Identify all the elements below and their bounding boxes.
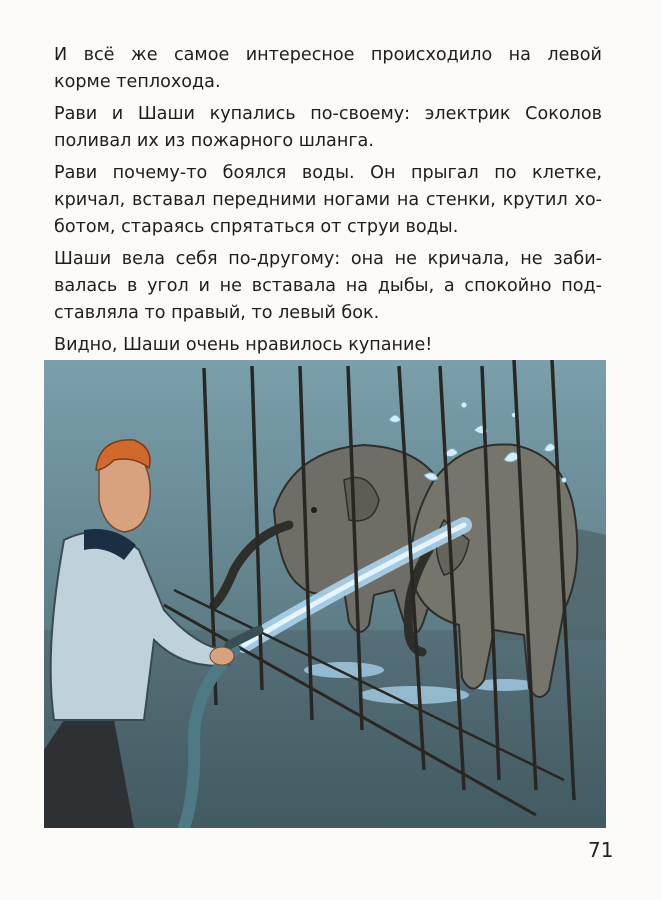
text-line: ставляла то правый, то левый бок. [54,303,380,323]
text-line: Шаши вела себя по-другому: она не кричала, не заби- [54,249,602,269]
story-text [54,42,602,364]
text-line: Рави и Шаши купались по-своему: электрик Соколов [54,104,602,124]
text-line: И всё же самое интересное происходило на левой [54,45,602,65]
paragraph-2 [54,101,602,155]
paragraph-1 [54,42,602,96]
text-line: кричал, вставал передними ногами на стенки, крутил хо- [54,190,602,210]
text-line: Рави почему-то боялся воды. Он прыгал по клетке, [54,163,602,183]
illustration-elephants-bathing [44,360,606,828]
paragraph-3 [54,160,602,241]
page-number: 71 [588,838,614,862]
text-line: корме теплохода. [54,72,221,92]
text-line: ботом, стараясь спрятаться от струи воды. [54,217,459,237]
text-line: Видно, Шаши очень нравилось купание! [54,335,433,355]
text-line: валась в угол и не вставала на дыбы, а спокойно под- [54,276,602,296]
paragraph-4 [54,246,602,327]
text-line: поливал их из пожарного шланга. [54,131,374,151]
paragraph-5 [54,332,602,359]
